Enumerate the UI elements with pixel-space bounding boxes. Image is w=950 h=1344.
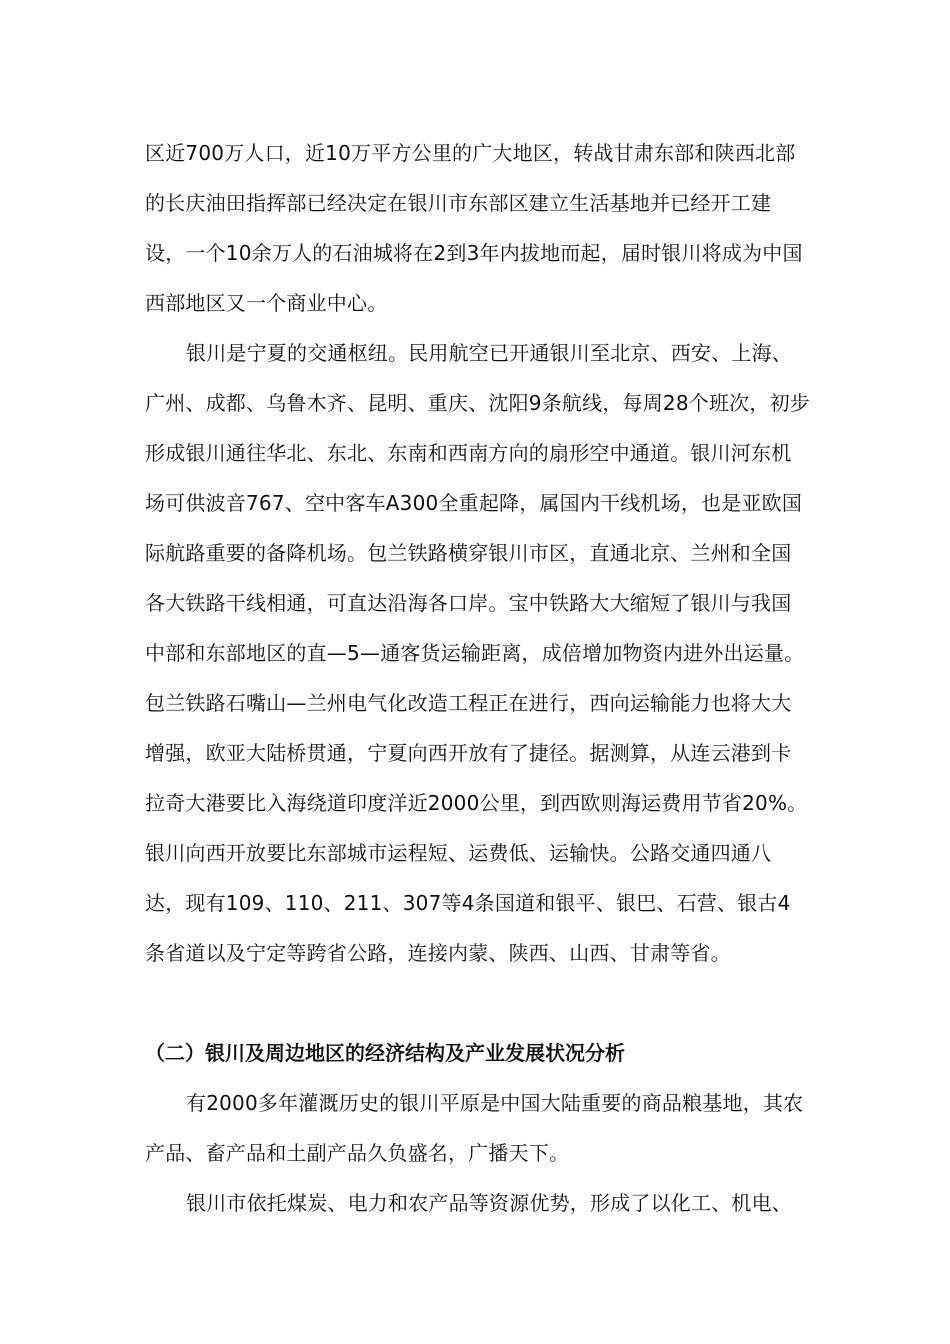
paragraph-resource-advantage: 银川市依托煤炭、电力和农产品等资源优势，形成了以化工、机电、 (186, 1191, 792, 1215)
section-heading-economic-structure: （二）银川及周边地区的经济结构及产业发展状况分析 (145, 1041, 625, 1065)
paragraph-irrigation-history: 有2000多年灌溉历史的银川平原是中国大陆重要的商品粮基地，其农产品、畜产品和土副产品久负盛名，广播天下。 (145, 1091, 804, 1165)
paragraph-transport-hub: 银川是宁夏的交通枢纽。民用航空已开通银川至北京、西安、上海、广州、成都、乌鲁木齐、昆明、重庆、沈阳9条航线，每周28个班次，初步形成银川通往华北、东北、东南和西南方向的扇形空中通道。银川河东机场可供波音767、空中客车A300全重起降，属国内干线机场，也是亚欧国际航路重要的备降机场。包兰铁路横穿银川市区，直通北京、兰州和全国各大铁路干线相通，可直达沿海各口岸。宝中铁路大大缩短了银川与我国中部和东部地区的直—5—通客货运输距离，成倍增加物资内进外出运量。包兰铁路石嘴山—兰州电气化改造工程正在进行，西向运输能力也将大大增强，欧亚大陆桥贯通，宁夏向西开放有了捷径。据测算，从连云港到卡拉奇大港要比入海绕道印度洋近2000公里，到西欧则海运费用节省20%。银川向西开放要比东部城市运程短、运费低、运输快。公路交通四通八达，现有109、110、211、307等4条国道和银平、银巴、石营、银古4条省道以及宁定等跨省公路，连接内蒙、陕西、山西、甘肃等省。 (145, 341, 810, 965)
paragraph-population-oilfield: 区近700万人口，近10万平方公里的广大地区，转战甘肃东部和陕西北部的长庆油田指挥部已经决定在银川市东部区建立生活基地并已经开工建设，一个10余万人的石油城将在2到3年内拔地而起，届时银川将成为中国西部地区又一个商业中心。 (145, 141, 803, 315)
